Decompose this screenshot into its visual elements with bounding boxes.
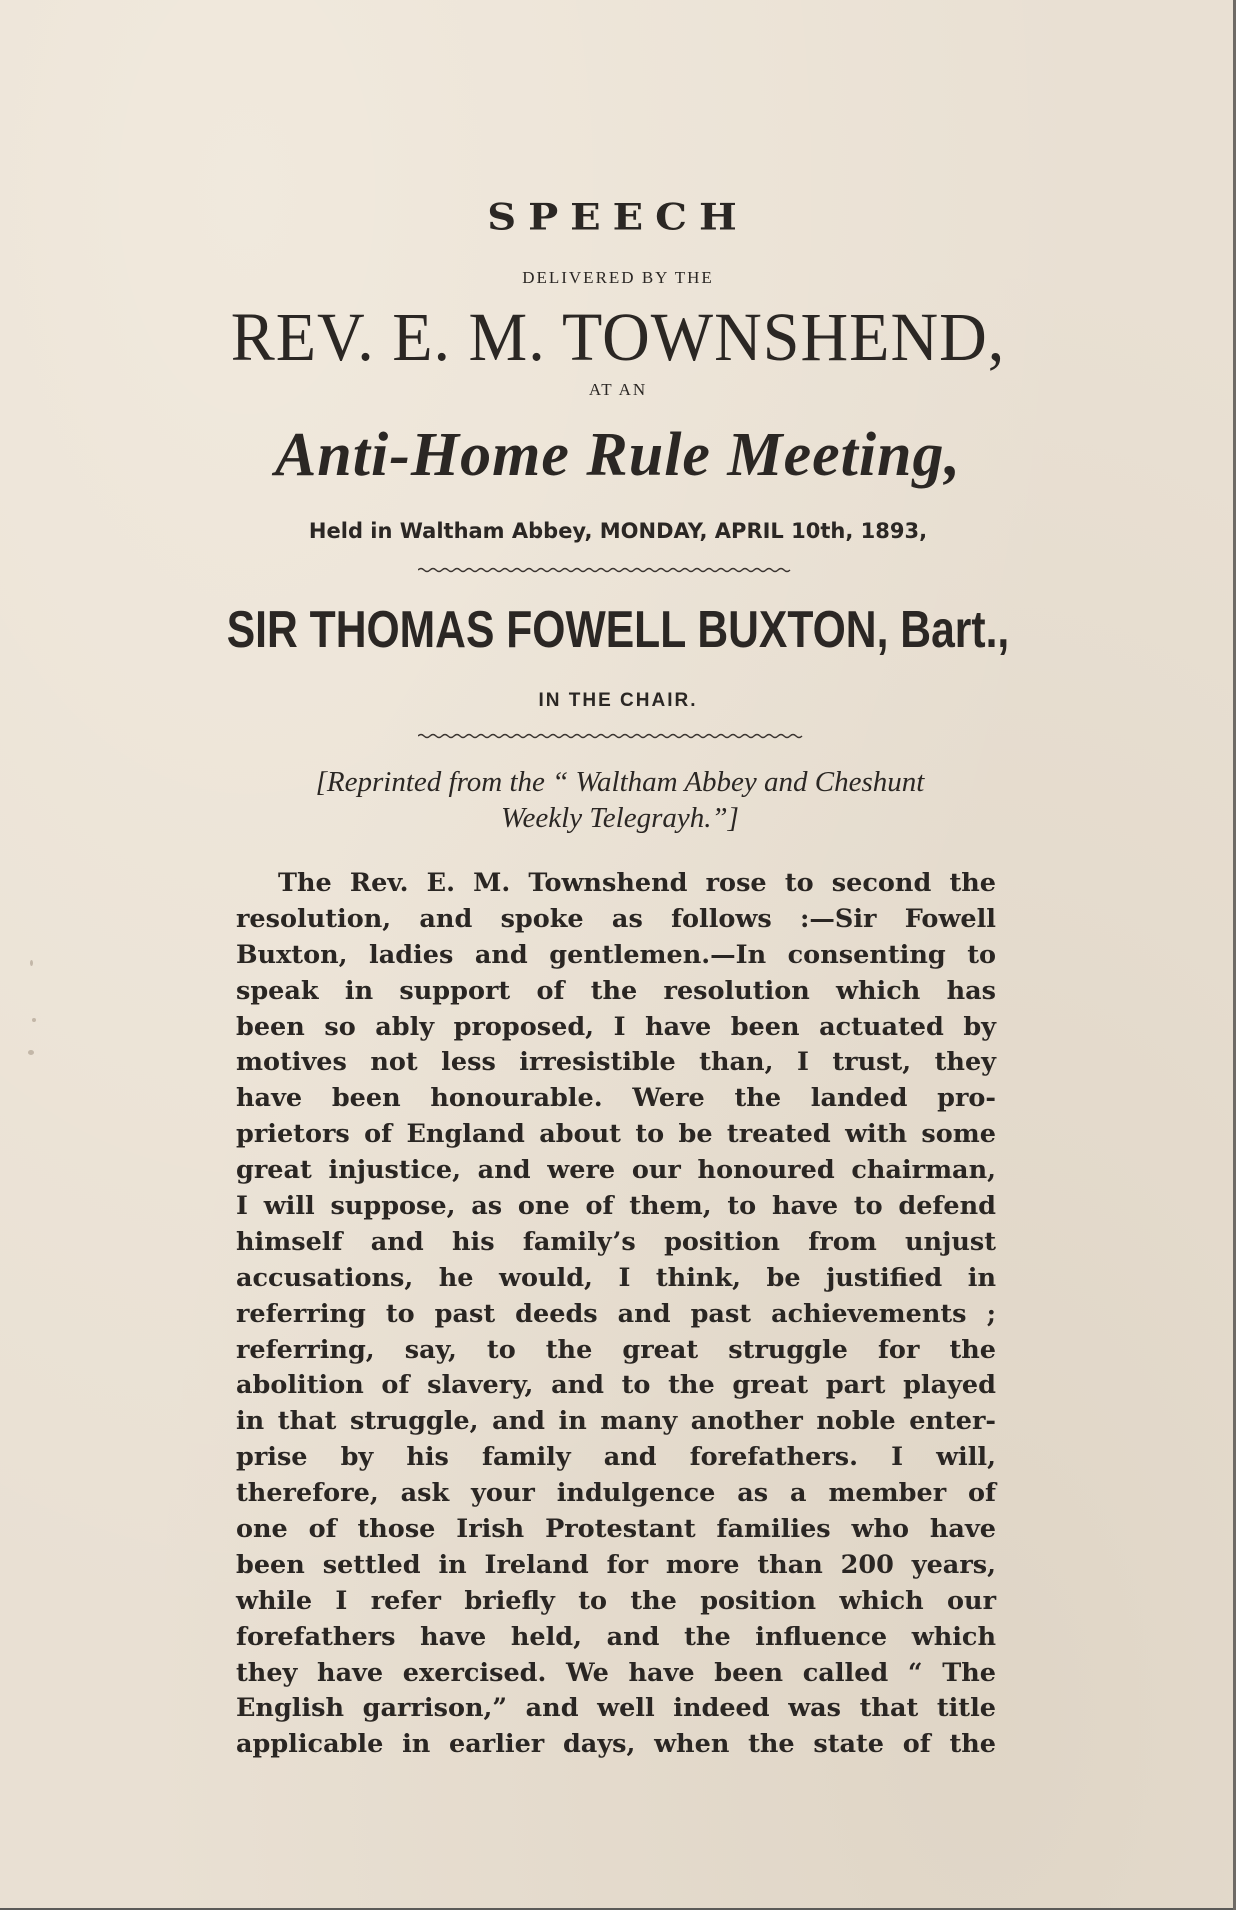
wavy-divider [418, 566, 808, 574]
reprint-note [240, 764, 1000, 836]
body-line: one of those Irish Protestant families who have [236, 1514, 996, 1545]
body-line: I will suppose, as one of them, to have to defend [236, 1191, 996, 1222]
speaker-name: REV. E. M. TOWNSHEND, [230, 299, 1006, 376]
speech-title: SPEECH [487, 196, 749, 239]
body-line: resolution, and spoke as follows :—Sir Fowell [236, 903, 996, 934]
body-line: applicable in earlier days, when the state of the [236, 1729, 996, 1760]
paper-stain [32, 1018, 36, 1022]
body-line: motives not less irresistible than, I trust, they [236, 1047, 996, 1078]
reprint-line: [Reprinted from the “ Waltham Abbey and Cheshunt [315, 766, 925, 798]
body-line: prise by his family and forefathers. I will, [236, 1442, 996, 1473]
at-an-label: AT AN [588, 380, 648, 399]
body-line: referring to past deeds and past achievements ; [236, 1298, 996, 1329]
in-the-chair-label: IN THE CHAIR. [538, 690, 698, 711]
body-line: great injustice, and were our honoured chairman, [236, 1155, 996, 1186]
body-line: been so ably proposed, I have been actuated by [236, 1011, 996, 1042]
chairman-name: SIR THOMAS FOWELL BUXTON, Bart., [226, 601, 1010, 659]
body-line: accusations, he would, I think, be justified in [236, 1262, 996, 1293]
meeting-title: Anti-Home Rule Meeting, [274, 421, 962, 489]
body-line: abolition of slavery, and to the great part played [236, 1370, 996, 1401]
speech-body [236, 866, 996, 1763]
paper-stain [30, 960, 33, 966]
body-line: prietors of England about to be treated with some [236, 1119, 996, 1150]
wavy-divider [418, 732, 808, 740]
body-line: Buxton, ladies and gentlemen.—In consenting to [236, 939, 996, 970]
body-line: referring, say, to the great struggle for the [236, 1334, 996, 1365]
reprint-line: Weekly Telegrayh.”] [501, 802, 739, 834]
body-line: English garrison,” and well indeed was that title [236, 1693, 996, 1724]
body-line: in that struggle, and in many another noble enter- [236, 1406, 996, 1437]
delivered-by-label: DELIVERED BY THE [522, 268, 714, 287]
body-line: forefathers have held, and the influence which [236, 1621, 996, 1652]
body-line: himself and his family’s position from unjust [236, 1226, 996, 1257]
paper-stain [28, 1050, 34, 1055]
body-line: The Rev. E. M. Townshend rose to second the [278, 868, 996, 898]
body-line: they have exercised. We have been called “ The [236, 1657, 996, 1688]
body-line: therefore, ask your indulgence as a member of [236, 1478, 996, 1509]
body-line: speak in support of the resolution which has [236, 975, 996, 1006]
meeting-date-line: Held in Waltham Abbey, MONDAY, APRIL 10th, 1893, [308, 519, 928, 543]
body-line: have been honourable. Were the landed pro- [236, 1083, 996, 1114]
body-line: while I refer briefly to the position which our [236, 1585, 996, 1616]
body-line: been settled in Ireland for more than 200 years, [236, 1549, 996, 1580]
